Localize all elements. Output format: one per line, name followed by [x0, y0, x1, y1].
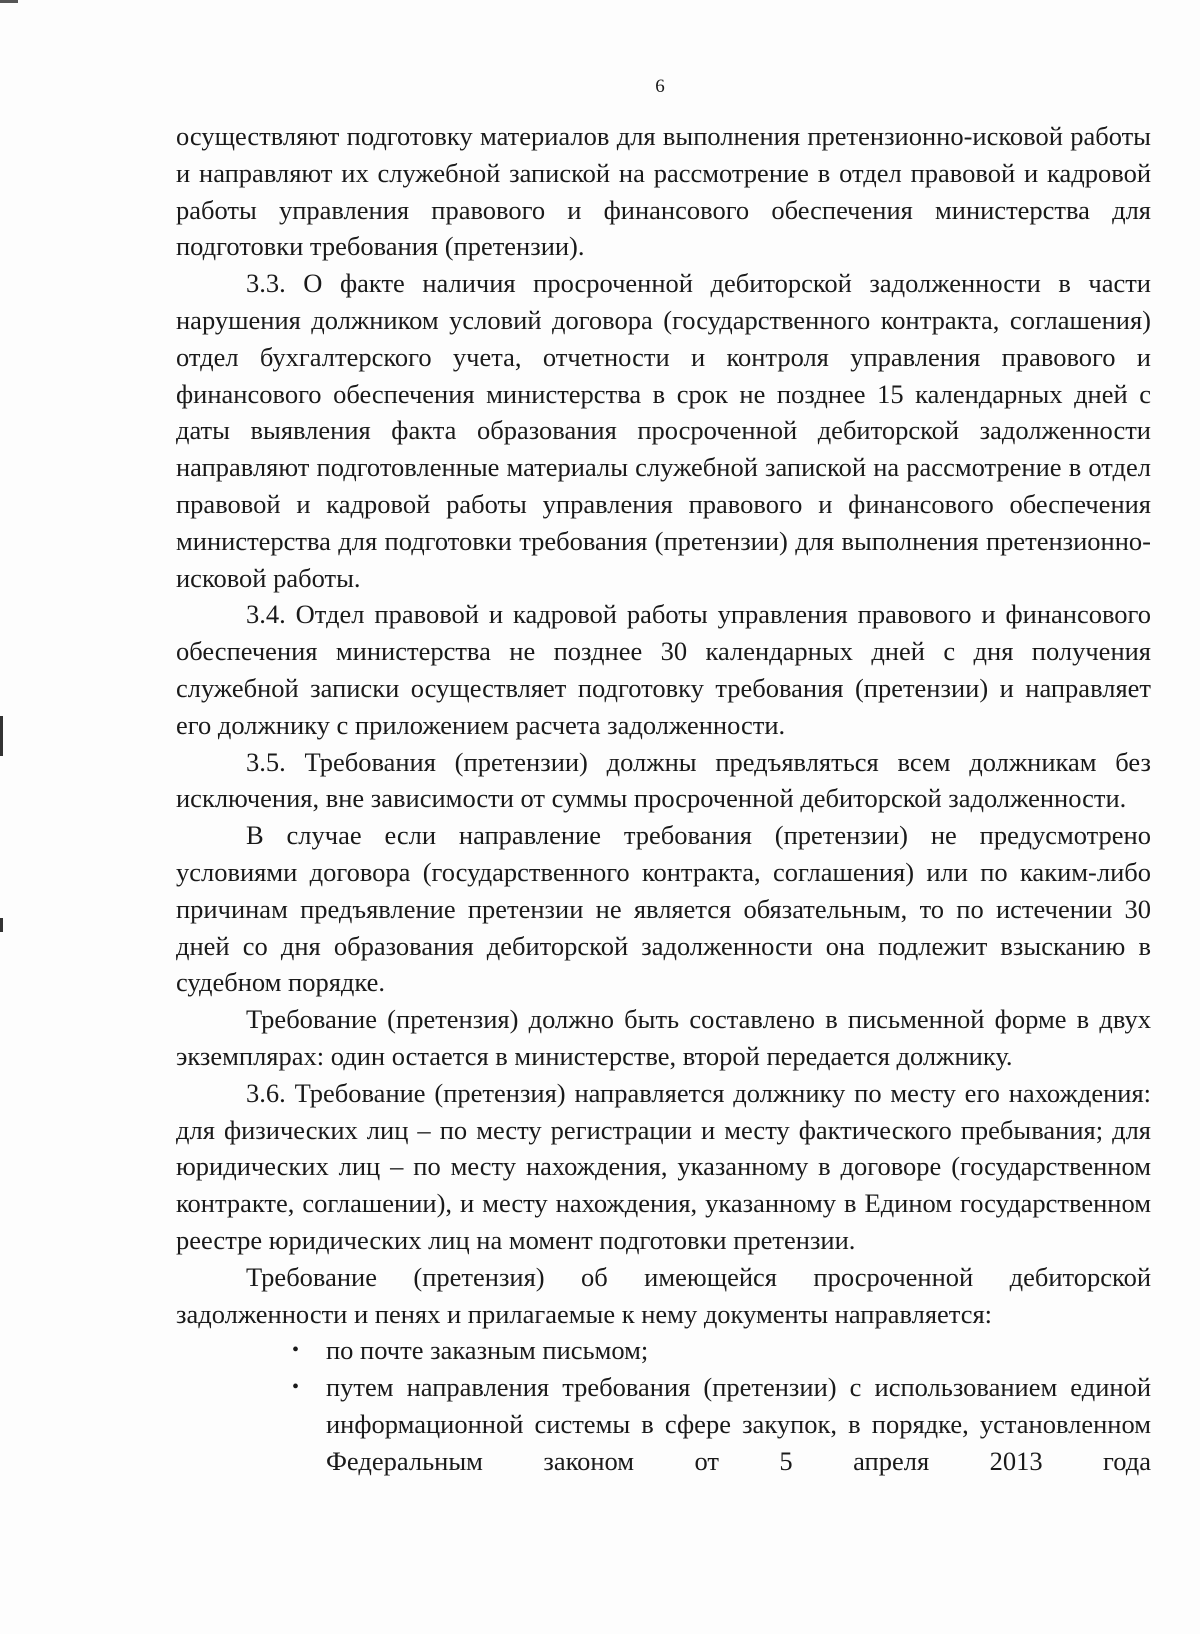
bullet-icon: • — [292, 1376, 300, 1399]
page-number: 6 — [655, 76, 665, 97]
list-item-text: путем направления требования (претензии) с использованием единой информационной системы в сфере закупок, в порядке, установленном Федеральным законом от 5 апреля 2013 года — [326, 1372, 1151, 1476]
paragraph: 3.3. О факте наличия просроченной дебиторской задолженности в части нарушения должником условий договора (государственного контракта, соглашения) отдел бухгалтерского учета, отчетности и контроля управления правового и финансового обеспечения министерства в срок не позднее 15 календарных дней с даты выявления факта образования просроченной дебиторской задолженности направляют подготовленные материалы служебной запиской на рассмотрение в отдел правовой и кадровой работы управления правового и финансового обеспечения министерства для подготовки требования (претензии) для выполнения претензионно-исковой работы. — [176, 268, 1151, 593]
paragraph: 3.6. Требование (претензия) направляется должнику по месту его нахождения: для физических лиц – по месту регистрации и месту фактического пребывания; для юридических лиц – по месту нахождения, указанному в договоре (государственном контракте, соглашении), и месту нахождения, указанному в Едином государственном реестре юридических лиц на момент подготовки претензии. — [176, 1077, 1151, 1255]
list-item — [292, 1332, 1151, 1369]
scan-margin-mark — [0, 716, 3, 756]
list-item-text: по почте заказным письмом; — [326, 1335, 649, 1366]
paragraph: 3.5. Требования (претензии) должны предъявляться всем должникам без исключения, вне зависимости от суммы просроченной дебиторской задолженности. — [176, 746, 1151, 814]
bullet-icon: • — [292, 1339, 300, 1362]
paragraph: Требование (претензия) должно быть составлено в письменной форме в двух экземплярах: один остается в министерстве, второй передается должнику. — [176, 1004, 1151, 1071]
paragraph: 3.4. Отдел правовой и кадровой работы управления правового и финансового обеспечения министерства не позднее 30 календарных дней с дня получения служебной записки осуществляет подготовку требования (претензии) и направляет его должнику с приложением расчета задолженности. — [176, 599, 1151, 740]
paragraph: осуществляют подготовку материалов для выполнения претензионно-исковой работы и направляют их служебной запиской на рассмотрение в отдел правовой и кадровой работы управления правового и финансового обеспечения министерства для подготовки требования (претензии). — [176, 121, 1151, 262]
scan-corner-mark — [0, 0, 18, 3]
document-body — [176, 118, 1151, 1479]
bullet-list — [176, 1332, 1151, 1479]
list-item — [292, 1369, 1151, 1479]
paragraph: В случае если направление требования (претензии) не предусмотрено условиями договора (государственного контракта, соглашения) или по каким-либо причинам предъявление претензии не является обязательным, то по истечении 30 дней со дня образования дебиторской задолженности она подлежит взысканию в судебном порядке. — [176, 820, 1151, 998]
paragraph: Требование (претензия) об имеющейся просроченной дебиторской задолженности и пенях и прилагаемые к нему документы направляется: — [176, 1261, 1151, 1329]
scan-margin-mark — [0, 918, 3, 932]
